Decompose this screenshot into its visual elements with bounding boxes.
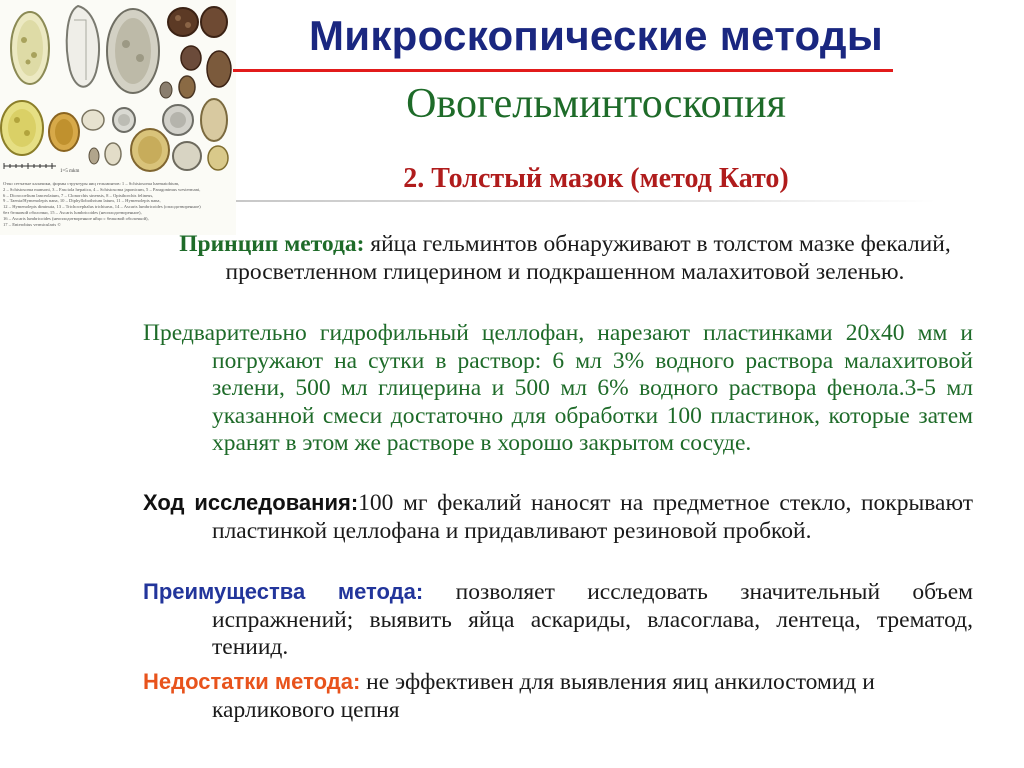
egg-19-icon (89, 148, 99, 164)
advantages-paragraph (143, 578, 973, 662)
slide-title: Микроскопические методы (308, 12, 884, 59)
figure-caption: Отко сетчатые калачики, формы структуры яиц гельминтов: 1 – Schistosoma haematobium, 2 – Schistosoma mansoni, 3 – Fasciola hepatica, 4 – Schistosoma japonicum, 5 – Paragonimus westermani, 6 – Dicrocoelium lanceolatum, 7 – Clonorchis sinensis, 8 – Opisthorchis felineus, 9 – Taenia/Hymenolepis nana, 10 – Diphyllobothrium latum, 11 – Hymenolepis nana, 12 – Hymenolepis diminuta, 13 – Trichocephalus trichiurus, 14 – Ascaris lumbricoides (оплодотворенное) без белковой оболочки, 15 – Ascaris lumbricoides (неоплодотворенное), 16 – Ascaris lumbricoides (неоплодотворенное яйцо с белковой оболочкой), 17 – Enterobius vermicularis © (3, 181, 201, 227)
egg-5-icon (201, 7, 227, 37)
advantages-block (143, 578, 973, 662)
principle-paragraph (150, 231, 980, 286)
procedure-text: 100 мг фекалий наносят на предметное стекло, покрывают пластинкой целлофана и придавливают резиновой пробкой. (212, 490, 973, 544)
egg-7-icon (207, 51, 231, 87)
disadvantages-label: Недостатки метода: (143, 669, 361, 694)
egg-12-icon (82, 110, 104, 130)
preparation-paragraph (143, 320, 973, 458)
egg-9-icon (179, 76, 195, 98)
egg-20-icon (105, 143, 121, 165)
advantages-text: позволяет исследовать значительный объем испражнений; выявить яйца аскариды, власоглава, лентеца, трематод, тениид. (212, 579, 973, 660)
section-heading: 2. Толстый мазок (метод Като) (403, 163, 789, 194)
slide-subtitle: Овогельминтоскопия (406, 81, 786, 127)
egg-8-icon (160, 82, 172, 98)
principle-text: яйца гельминтов обнаруживают в толстом мазке фекалий, просветленном глицерином и подкрашенном малахитовой зеленью. (225, 231, 951, 285)
procedure-block (143, 489, 973, 545)
scale-label: 1=5 mkm (60, 169, 80, 174)
preparation-text: Предварительно гидрофильный целлофан, нарезают пластинками 20х40 мм и погружают на сутки в раствор: 6 мл 3% водного раствора малахитовой зелени, 500 мл глицерина и 500 мл 6% водного раствора фенола.3-5 мл указанной смеси достаточно для обработки 100 пластинок, которые затем хранят в этом же растворе в хорошо закрытом сосуде. (143, 320, 973, 456)
egg-4-icon (168, 8, 198, 36)
principle-label: Принцип метода: (179, 231, 365, 257)
procedure-paragraph (143, 489, 973, 545)
title-underline (233, 69, 893, 72)
section-divider (236, 200, 936, 202)
disadvantages-block (143, 668, 973, 724)
egg-17-icon (173, 142, 201, 170)
disadvantages-paragraph (143, 668, 973, 724)
egg-18-icon (208, 146, 228, 170)
egg-15-icon (201, 99, 227, 141)
disadvantages-text: не эффективен для выявления яиц анкилостомид и карликового цепня (212, 669, 875, 723)
helminth-eggs-illustration (0, 0, 236, 235)
egg-6-icon (181, 46, 201, 70)
procedure-label: Ход исследования: (143, 490, 359, 515)
advantages-label: Преимущества метода: (143, 579, 424, 604)
